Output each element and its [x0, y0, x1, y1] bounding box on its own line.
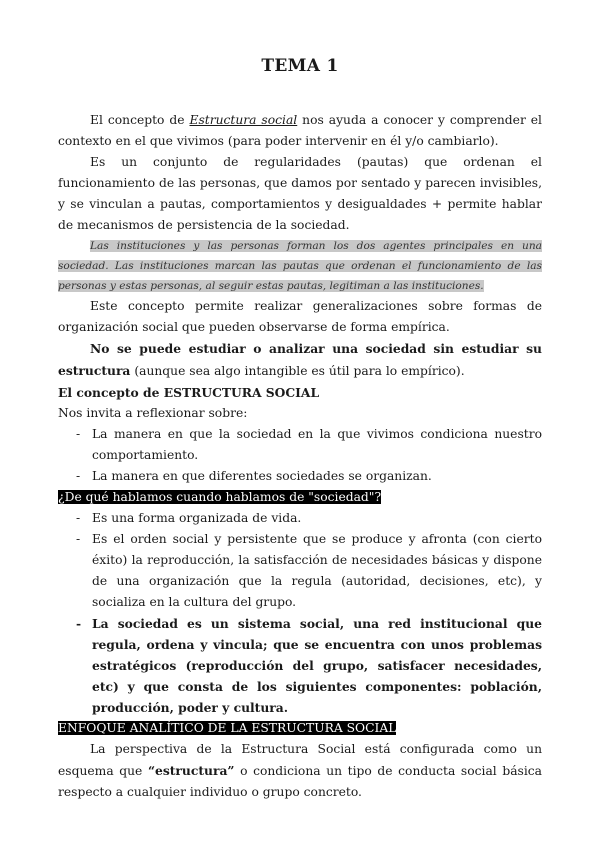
key-statement-bold: No se puede estudiar o analizar una sociedad sin estudiar su estructura [58, 341, 542, 378]
key-statement-rest: (aunque sea algo intangible es útil para lo empírico). [130, 364, 465, 378]
section-heading-sociedad: ¿De qué hablamos cuando hablamos de "sociedad"? [58, 490, 382, 504]
list-item: - La sociedad es un sistema social, una red institucional que regula, ordena y vincula; que se encuentra con unos problemas estratégicos (reproducción del grupo, satisfacer necesidades, etc) y que consta de los siguientes componentes: población, producción, poder y cultura. [58, 613, 542, 718]
paragraph-enfoque: La perspectiva de la Estructura Social está configurada como un esquema que “estructura” o condiciona un tipo de conducta social básica respecto a cualquier individuo o grupo concreto. [58, 742, 542, 799]
paragraph-key-statement [58, 338, 542, 382]
estructura-bold: “estructura” [147, 763, 235, 778]
list-item: - Es una forma organizada de vida. [58, 508, 542, 529]
section-heading-estructura-social: El concepto de ESTRUCTURA SOCIAL [58, 385, 320, 400]
section1-intro: Nos invita a reflexionar sobre: [58, 406, 248, 420]
list-item: - Es el orden social y persistente que se produce y afronta (con cierto éxito) la reproducción, la satisfacción de necesidades básicas y dispone de una organización que la regula (autoridad, decisiones, etc), y socializa en la cultura del grupo. [58, 529, 542, 613]
dash-bullet: - [76, 427, 81, 441]
section-heading-enfoque: ENFOQUE ANALÍTICO DE LA ESTRUCTURA SOCIAL [58, 721, 397, 735]
dash-bullet: - [76, 511, 81, 525]
section2-list [58, 508, 542, 718]
dash-bullet: - [76, 616, 82, 631]
term-estructura-social: Estructura social [189, 113, 298, 127]
intro-text-end: nos ayuda a conocer y comprender el contexto en el que vivimos (para poder intervenir en él y/o cambiarlo). [58, 113, 542, 148]
quote-text: Las instituciones y las personas forman los dos agentes principales en una sociedad. Las instituciones marcan las pautas que ordenan el funcionamiento de las personas y estas personas, al seguir estas pautas, legitiman a las instituciones. [58, 240, 542, 292]
page-title: TEMA 1 [261, 56, 339, 76]
intro-text: El concepto de [90, 113, 190, 127]
list-item: - La manera en que diferentes sociedades se organizan. [58, 466, 542, 487]
dash-bullet: - [76, 532, 81, 546]
paragraph-intro [58, 110, 542, 152]
list-item: - La manera en que la sociedad en la que vivimos condiciona nuestro comportamiento. [58, 424, 542, 466]
document-content [58, 56, 542, 803]
dash-bullet: - [76, 469, 81, 483]
paragraph-generalizations: Este concepto permite realizar generalizaciones sobre formas de organización social que pueden observarse de forma empírica. [58, 299, 542, 334]
section1-list [58, 424, 542, 487]
paragraph-definition: Es un conjunto de regularidades (pautas) que ordenan el funcionamiento de las personas, que damos por sentado y parecen invisibles, y se vinculan a pautas, comportamientos y desigualdades + permite hablar de mecanismos de persistencia de la sociedad. [58, 155, 542, 232]
highlighted-quote [58, 236, 542, 296]
